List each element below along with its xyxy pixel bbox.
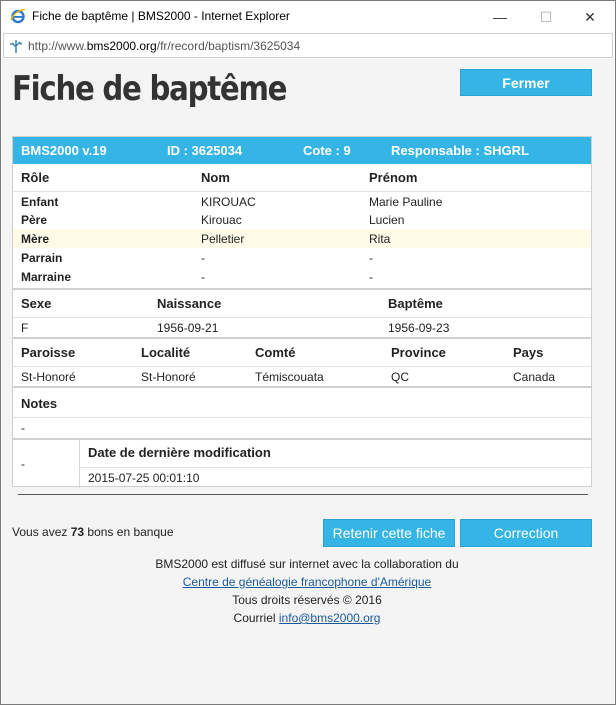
footer-rights: Tous droits réservés © 2016: [232, 593, 382, 607]
col-naissance: Naissance: [157, 296, 222, 311]
persons-section: [13, 164, 591, 288]
place-section: [13, 337, 591, 386]
column-divider: [79, 440, 80, 488]
page-title: Fiche de baptême: [12, 69, 287, 109]
credits-count: 73: [70, 525, 85, 539]
col-localite: Localité: [141, 345, 191, 360]
modification-separator: [79, 467, 591, 468]
window-title: Fiche de baptême | BMS2000 - Internet Explorer: [32, 9, 290, 23]
col-comte: Comté: [255, 345, 296, 360]
person-row-highlighted: [13, 229, 591, 248]
courriel-label: Courriel: [233, 611, 279, 625]
person-role: Parrain: [21, 251, 63, 265]
record-header: [13, 137, 591, 164]
person-prenom: Rita: [369, 232, 391, 246]
modification-section: [13, 438, 591, 486]
maximize-button[interactable]: ☐: [539, 8, 553, 25]
person-nom: -: [201, 251, 205, 265]
footer: [2, 555, 612, 627]
record-id: ID : 3625034: [167, 143, 243, 158]
modification-label: Date de dernière modification: [88, 445, 271, 460]
province-value: QC: [391, 370, 409, 384]
bapteme-value: 1956-09-23: [388, 321, 450, 335]
credits-text: [12, 525, 174, 539]
person-nom: Pelletier: [201, 232, 245, 246]
credits-suffix: bons en banque: [84, 525, 174, 539]
internet-explorer-icon: [10, 8, 26, 24]
notes-section: [13, 386, 591, 438]
url-path: /fr/record/baptism/3625034: [156, 39, 301, 53]
notes-value: -: [21, 421, 25, 435]
footer-collab-text: BMS2000 est diffusé sur internet avec la collaboration du: [155, 557, 459, 571]
record-card: [12, 136, 592, 487]
col-pays: Pays: [513, 345, 544, 360]
url-prefix: http://www.: [28, 39, 87, 53]
dates-section: [13, 288, 591, 337]
cgfa-link[interactable]: Centre de généalogie francophone d'Amérique: [182, 575, 432, 589]
person-nom: KIROUAC: [201, 195, 256, 209]
url-domain: bms2000.org: [86, 39, 157, 53]
person-prenom: -: [369, 251, 373, 265]
person-prenom: Marie Pauline: [369, 195, 443, 209]
col-role: Rôle: [21, 170, 50, 185]
person-row: [13, 248, 591, 267]
col-paroisse: Paroisse: [21, 345, 76, 360]
person-row: [13, 267, 591, 286]
paroisse-value: St-Honoré: [21, 370, 76, 384]
notes-header-row: [13, 391, 591, 417]
place-header-row: [13, 342, 591, 366]
retenir-fiche-button[interactable]: Retenir cette fiche: [323, 519, 455, 547]
dates-header-row: [13, 293, 591, 317]
localite-value: St-Honoré: [141, 370, 196, 384]
fermer-button[interactable]: Fermer: [460, 69, 592, 96]
col-prenom: Prénom: [369, 170, 418, 185]
record-cote: Cote : 9: [303, 143, 351, 158]
sexe-value: F: [21, 321, 29, 335]
notes-label: Notes: [21, 396, 58, 411]
record-responsable: Responsable : SHGRL: [391, 143, 529, 158]
close-window-button[interactable]: ✕: [584, 8, 596, 25]
title-bar: [1, 1, 615, 32]
comte-value: Témiscouata: [255, 370, 324, 384]
person-row: [13, 191, 591, 210]
minimize-button[interactable]: —: [493, 9, 507, 25]
tree-icon: [8, 38, 24, 54]
footer-email-line: [2, 609, 612, 627]
col-nom: Nom: [201, 170, 230, 185]
page-content: [2, 59, 614, 704]
person-role: Marraine: [21, 270, 72, 284]
person-row: [13, 210, 591, 229]
col-sexe: Sexe: [21, 296, 52, 311]
email-link[interactable]: info@bms2000.org: [278, 611, 381, 625]
pays-value: Canada: [513, 370, 556, 384]
place-value-row: [13, 366, 591, 386]
horizontal-divider: [18, 494, 588, 495]
col-bapteme: Baptême: [388, 296, 443, 311]
credits-prefix: Vous avez: [12, 525, 71, 539]
dates-value-row: [13, 317, 591, 337]
person-role: Père: [21, 213, 48, 227]
person-nom: -: [201, 270, 205, 284]
person-prenom: Lucien: [369, 213, 405, 227]
modification-left-value: -: [21, 457, 25, 471]
person-nom: Kirouac: [201, 213, 242, 227]
person-role: Mère: [21, 232, 50, 246]
person-role: Enfant: [21, 195, 59, 209]
url-text[interactable]: [28, 39, 300, 53]
address-bar[interactable]: [3, 33, 613, 58]
modification-date: 2015-07-25 00:01:10: [88, 471, 200, 485]
notes-value-row: [13, 417, 591, 438]
naissance-value: 1956-09-21: [157, 321, 219, 335]
correction-button[interactable]: Correction: [460, 519, 592, 547]
person-prenom: -: [369, 270, 373, 284]
persons-header-row: [13, 167, 591, 191]
col-province: Province: [391, 345, 446, 360]
record-version: BMS2000 v.19: [21, 143, 107, 158]
